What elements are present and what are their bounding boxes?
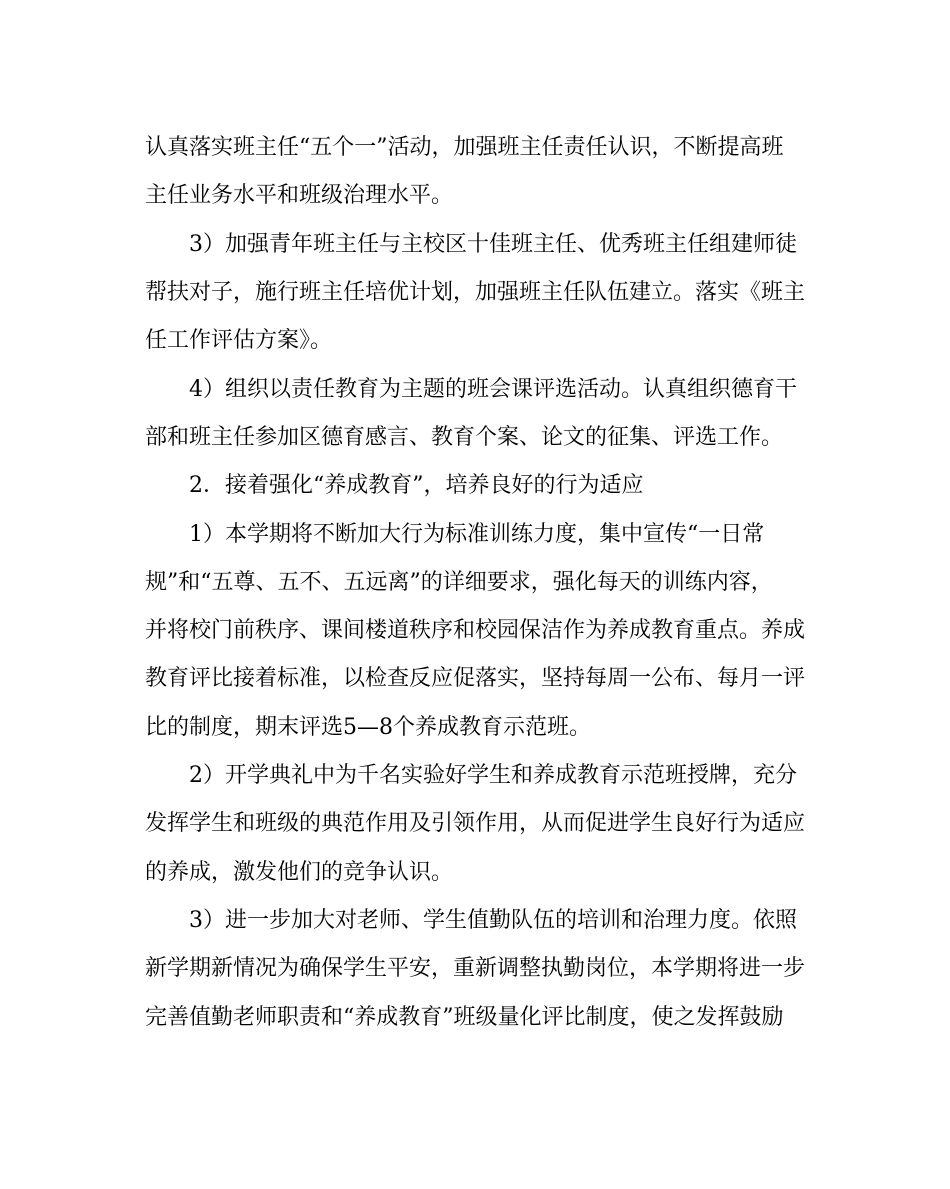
text-line: 任工作评估方案》。: [145, 328, 333, 353]
text-line: 并将校门前秩序、课间楼道秩序和校园保洁作为养成教育重点。养成: [145, 618, 806, 643]
section-heading: 2．接着强化“养成教育”，培养良好的行为适应: [189, 473, 644, 498]
text-line: 新学期新情况为确保学生平安，重新调整执勤岗位，本学期将进一步: [145, 956, 806, 981]
text-line: 部和班主任参加区德育感言、教育个案、论文的征集、评选工作。: [145, 425, 784, 450]
text-line: 的养成，激发他们的竞争认识。: [145, 860, 454, 885]
paragraph-line: 2）开学典礼中为千名实验好学生和养成教育示范班授牌，充分: [189, 763, 797, 788]
text-line: 帮扶对子，施行班主任培优计划，加强班主任队伍建立。落实《班主: [145, 280, 806, 305]
text-line: 比的制度，期末评选5—8个养成教育示范班。: [145, 715, 591, 740]
paragraph-line: 3）加强青年班主任与主校区十佳班主任、优秀班主任组建师徒: [189, 232, 797, 257]
paragraph-line: 1）本学期将不断加大行为标准训练力度，集中宣传“一日常: [189, 522, 765, 547]
paragraph-line: 3）进一步加大对老师、学生值勤队伍的培训和治理力度。依照: [189, 908, 797, 933]
text-line: 认真落实班主任“五个一”活动，加强班主任责任认识，不断提高班: [145, 135, 784, 160]
text-line: 完善值勤老师职责和“养成教育”班级量化评比制度，使之发挥鼓励: [145, 1005, 784, 1030]
text-line: 发挥学生和班级的典范作用及引领作用，从而促进学生良好行为适应: [145, 811, 806, 836]
text-line: 教育评比接着标准，以检查反应促落实，坚持每周一公布、每月一评: [145, 666, 806, 691]
text-line: 规”和“五尊、五不、五远离”的详细要求，强化每天的训练内容，: [145, 570, 773, 595]
text-line: 主任业务水平和班级治理水平。: [145, 183, 454, 208]
paragraph-line: 4）组织以责任教育为主题的班会课评选活动。认真组织德育干: [189, 377, 797, 402]
